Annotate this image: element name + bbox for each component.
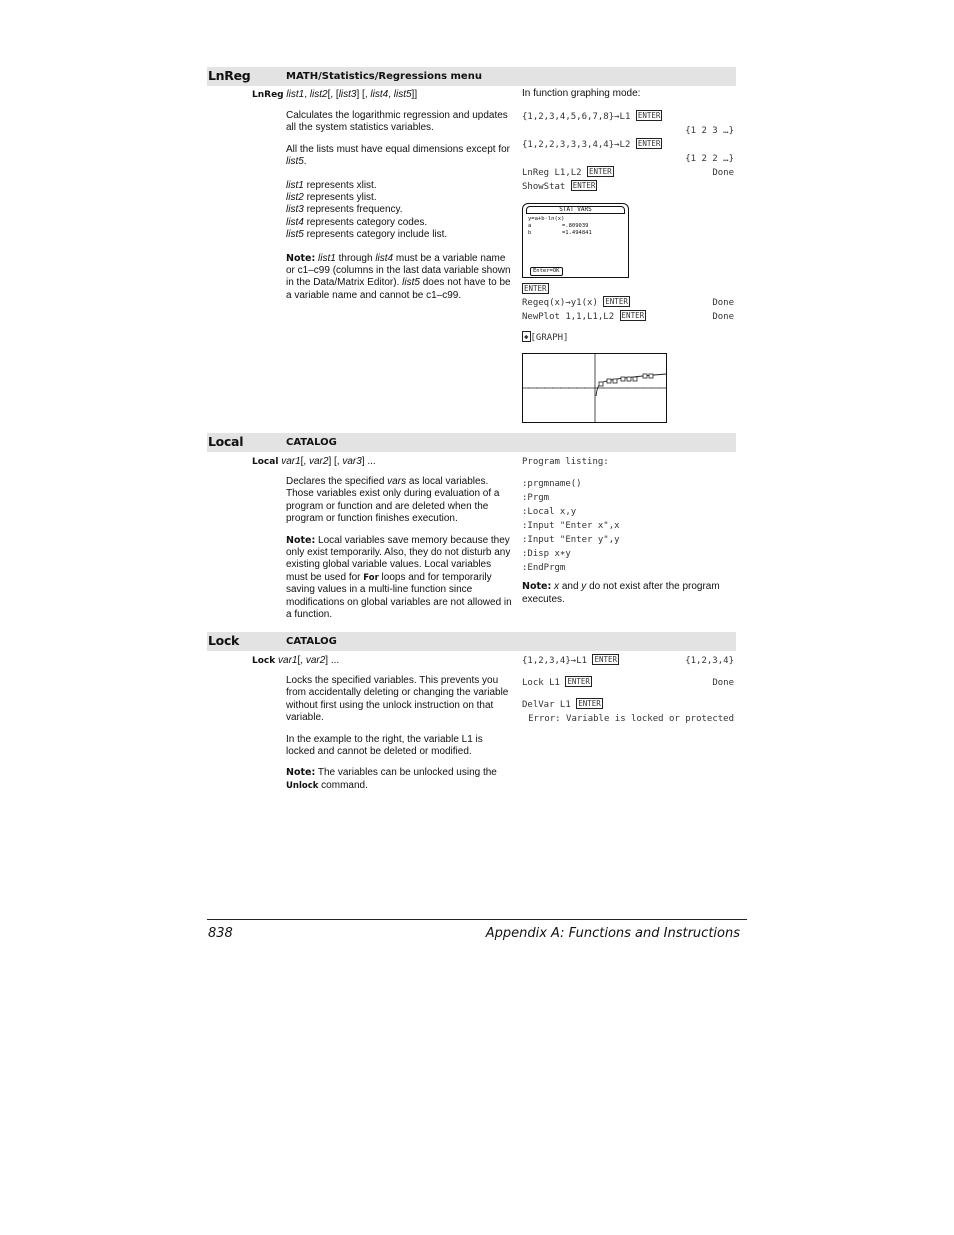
result-text: {1,2,3,4} (685, 656, 734, 666)
text: represents frequency. (303, 204, 403, 216)
enter-key-icon: ENTER (578, 699, 601, 708)
italic-term: list5 (286, 156, 304, 168)
syntax-sep: [, [ (327, 89, 339, 100)
text: . (303, 156, 307, 168)
enter-key-icon: ENTER (605, 297, 628, 306)
lnreg-syntax (252, 89, 417, 100)
text: Local variables save memory because they only exist temporarily. Also, they do not disturb any existing global variable values. Local variables must be used for (286, 534, 511, 583)
syntax-sep: ] ... (325, 655, 340, 666)
example-intro: In function graphing mode: (522, 88, 641, 99)
text: must be a variable name or c1–c99 (columns in the last data variable shown in the Data/Matrix Editor). (286, 252, 511, 289)
data-point (627, 377, 631, 381)
result-text: Done (712, 168, 734, 178)
text: All the lists must have equal dimensions except for (286, 143, 510, 155)
error-message (522, 712, 734, 726)
syntax-arg: list2 (309, 89, 328, 100)
screen-footer-text: Enter=OK (533, 268, 560, 274)
enter-key-icon: ENTER (637, 139, 661, 148)
input-text: ShowStat (522, 182, 566, 192)
italic-term: x (554, 581, 560, 592)
lnreg-paragraph-1: Calculates the logarithmic regression and updates all the system statistics variables. (286, 110, 508, 134)
syntax-arg: var2 (309, 456, 329, 467)
syntax-arg: list1 (286, 89, 305, 100)
result-text: Done (712, 298, 734, 308)
data-point (607, 379, 611, 383)
syntax-sep: [, (300, 456, 309, 467)
local-syntax (252, 456, 376, 467)
lnreg-list-descriptions (286, 180, 514, 242)
input-text: {1,2,2,3,3,3,4,4} (522, 140, 615, 150)
input-text: DelVar L1 (522, 700, 571, 710)
lock-title: Lock (208, 633, 240, 648)
syntax-arg: list4 (370, 89, 389, 100)
input-text: L2 (619, 140, 631, 150)
enter-key-icon: ENTER (524, 284, 547, 293)
lock-syntax (252, 655, 339, 666)
store-arrow-icon: → (614, 140, 620, 150)
var-name: b (528, 230, 532, 236)
input-text: Regeq(x)→y1(x) (522, 298, 598, 308)
syntax-sep: ]] (411, 89, 418, 100)
screen-title: STAT VARS (559, 206, 592, 213)
screen-line (528, 230, 592, 236)
program-line: :prgmname() (522, 479, 582, 489)
enter-key-icon: ENTER (589, 167, 612, 176)
store-arrow-icon: → (570, 656, 577, 666)
data-point (649, 374, 653, 378)
result-text: Done (712, 312, 734, 322)
data-point (633, 377, 637, 381)
var-value: =.809039 (562, 223, 589, 229)
example-result (522, 152, 734, 166)
program-line: :EndPrgm (522, 563, 566, 573)
input-text: L1 (619, 112, 631, 122)
syntax-keyword: LnReg (252, 90, 284, 100)
screen-line (528, 223, 589, 229)
enter-key-icon: ENTER (594, 655, 618, 664)
example-line (522, 654, 734, 668)
lock-paragraph-2: In the example to the right, the variable L1 is locked and cannot be deleted or modified. (286, 733, 483, 758)
store-arrow-icon: → (614, 112, 620, 122)
list-line (286, 217, 427, 228)
syntax-sep: ] [, (328, 456, 343, 467)
syntax-sep: ] ... (361, 456, 376, 467)
syntax-sep: ] [, (356, 89, 371, 100)
local-paragraph-1 (286, 476, 514, 526)
italic-term: list4 (375, 252, 394, 264)
text: Declares the specified (286, 476, 388, 487)
syntax-arg: var1 (275, 655, 298, 666)
lnreg-title: LnReg (208, 68, 251, 83)
example-line: Program listing: (522, 457, 609, 467)
input-text: NewPlot 1,1,L1,L2 (522, 312, 615, 322)
input-text: {1,2,3,4,5,6,7,8} (522, 112, 615, 122)
local-note (286, 535, 514, 622)
text: through (335, 252, 376, 264)
enter-key-icon: ENTER (572, 181, 596, 190)
enter-key-icon: ENTER (621, 311, 645, 320)
input-text: LnReg L1,L2 (522, 168, 582, 178)
syntax-keyword: Local (252, 457, 279, 467)
italic-term: y (581, 581, 587, 592)
screen-footer (530, 267, 563, 276)
program-line: :Input "Enter x",x (522, 521, 620, 531)
lnreg-menu-path: MATH/Statistics/Regressions menu (286, 71, 482, 82)
keyword: For (363, 572, 379, 583)
result-text: {1 2 3 …} (685, 126, 734, 136)
lnreg-paragraph-2 (286, 144, 514, 169)
note-label: Note: (522, 581, 552, 592)
program-line: :Prgm (522, 493, 550, 503)
program-line: :Input "Enter y",y (522, 535, 620, 545)
graph-screen (522, 353, 667, 423)
local-title: Local (208, 434, 244, 449)
text: represents ylist. (303, 192, 377, 204)
local-menu-path: CATALOG (286, 437, 337, 448)
text: as local variables. Those variables exist only during evaluation of a program or function and are deleted when the program or function finishes execution. (286, 476, 500, 525)
stat-vars-screen (522, 203, 629, 278)
italic-term: list5 (402, 277, 420, 289)
input-text: Lock L1 (522, 678, 560, 688)
graph-plot (523, 354, 666, 422)
list-line (286, 229, 447, 240)
italic-term: list1 (286, 179, 304, 191)
lock-note (286, 767, 514, 792)
example-line (522, 283, 734, 297)
syntax-sep: [, (297, 655, 306, 666)
example-line (522, 180, 734, 194)
enter-key-icon: ENTER (637, 111, 661, 120)
lnreg-example (522, 88, 734, 194)
program-line: :Disp x∗y (522, 549, 571, 559)
text: command. (318, 779, 368, 791)
input-text: {1,2,3,4} (522, 656, 571, 666)
text: represents xlist. (303, 179, 377, 191)
data-point (599, 382, 603, 386)
syntax-arg: var2 (305, 655, 326, 666)
list-line (286, 180, 377, 191)
text: represents category include list. (303, 229, 448, 241)
example-line (522, 296, 734, 310)
example-line (522, 331, 734, 345)
lock-description (286, 675, 514, 801)
keyword: Unlock (286, 780, 319, 791)
text: represents category codes. (303, 216, 428, 228)
chapter-title: Appendix A: Functions and Instructions (485, 926, 740, 941)
screen-line: y=a+b·ln(x) (528, 216, 565, 222)
text: The variables can be unlocked using the (315, 767, 497, 779)
lnreg-note (286, 253, 514, 303)
page-number: 838 (208, 926, 233, 941)
text: loops and for temporarily saving values in a multi-line function since modifications on global variables are not allowed in a function. (286, 571, 512, 621)
diamond-key-icon: ◆ (524, 332, 529, 341)
footer-rule (207, 919, 747, 920)
data-point (621, 377, 625, 381)
data-point (613, 379, 617, 383)
local-description (286, 476, 514, 630)
result-text: {1 2 2 …} (685, 154, 734, 164)
example-line (522, 110, 734, 124)
local-example-note (522, 581, 734, 606)
italic-term: list5 (286, 229, 304, 241)
program-line: :Local x,y (522, 507, 577, 517)
note-label: Note: (286, 252, 316, 264)
example-line (522, 676, 734, 690)
syntax-arg: list3 (338, 89, 357, 100)
lock-menu-path: CATALOG (286, 636, 337, 647)
italic-term: list3 (286, 204, 304, 216)
italic-term: list4 (286, 216, 304, 228)
var-name: a (528, 223, 532, 229)
syntax-arg: list5 (393, 89, 412, 100)
italic-term: list2 (286, 192, 304, 204)
list-line (286, 192, 377, 203)
italic-term: list1 (318, 252, 336, 264)
note-label: Note: (286, 534, 316, 546)
text: do not exist after the program executes. (522, 581, 720, 605)
lock-paragraph-1: Locks the specified variables. This prevents you from accidentally deleting or changing the variable without first using the unlock instruction on that variable. (286, 675, 509, 724)
graph-key-label: [GRAPH] (530, 333, 569, 343)
example-result (522, 124, 734, 138)
lock-example (522, 654, 734, 726)
syntax-sep: , (388, 89, 394, 100)
example-line (522, 166, 734, 180)
example-line (522, 138, 734, 152)
syntax-arg: var1 (278, 456, 301, 467)
example-line (522, 310, 734, 324)
italic-term: vars (387, 476, 407, 487)
screen-title-bar (526, 206, 625, 214)
text: and (559, 581, 582, 592)
list-line (286, 204, 403, 215)
example-line (522, 698, 734, 712)
result-text: Done (712, 678, 734, 688)
lnreg-description (286, 110, 514, 311)
var-value: =1.494841 (562, 230, 592, 236)
error-text: Error: Variable is locked or protected (528, 714, 734, 724)
text: does not have to be a variable name and cannot be c1–c99. (286, 277, 511, 301)
note-label: Note: (286, 767, 316, 779)
enter-key-icon: ENTER (567, 677, 590, 686)
syntax-arg: var3 (342, 456, 362, 467)
data-point (643, 374, 647, 378)
syntax-sep: , (304, 89, 310, 100)
local-example (522, 455, 734, 606)
lnreg-example-cont (522, 283, 734, 345)
input-text: L1 (576, 656, 588, 666)
syntax-keyword: Lock (252, 656, 276, 666)
